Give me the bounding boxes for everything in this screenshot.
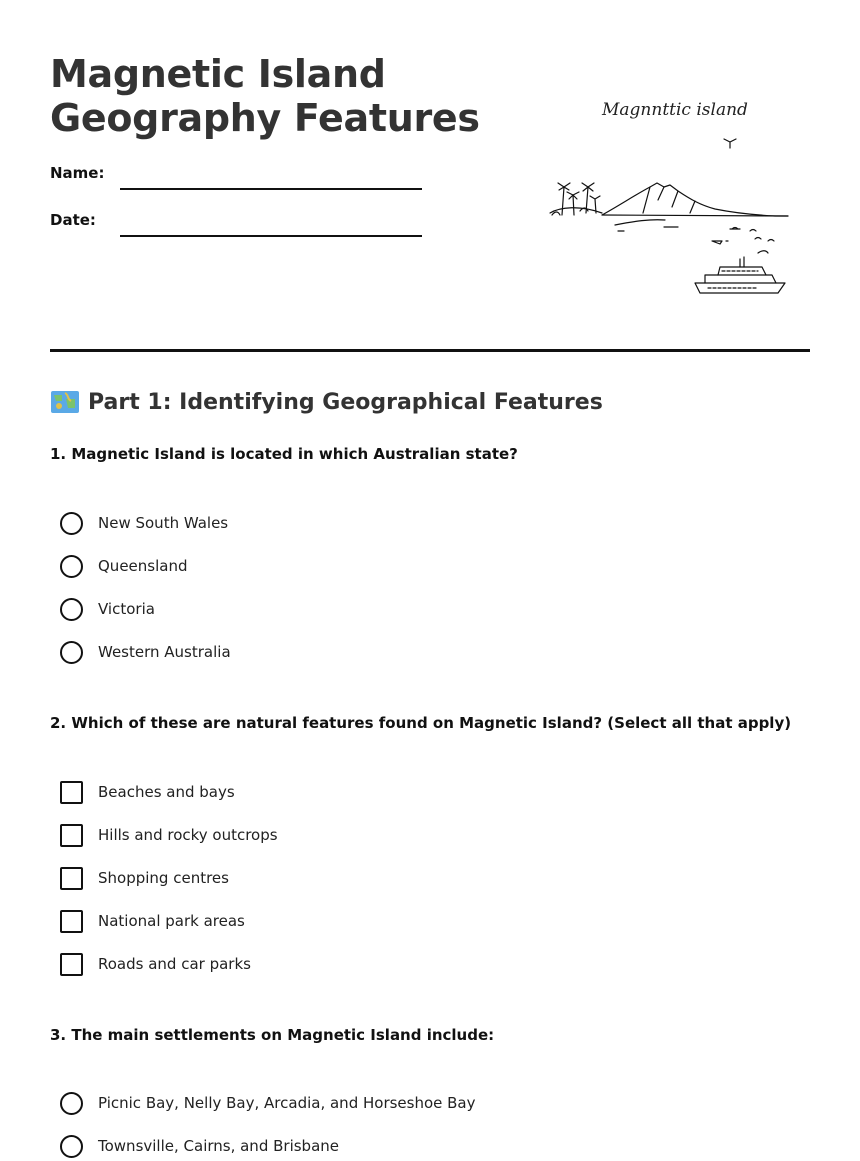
date-label: Date: — [50, 211, 96, 229]
checkbox[interactable] — [60, 953, 83, 976]
name-label: Name: — [50, 164, 105, 182]
date-field[interactable] — [50, 207, 422, 237]
option-label: Roads and car parks — [98, 955, 251, 973]
radio-button[interactable] — [60, 641, 83, 664]
section-title-text: Part 1: Identifying Geographical Features — [88, 389, 603, 415]
radio-button[interactable] — [60, 1092, 83, 1115]
question-2: 2. Which of these are natural features found on Magnetic Island? (Select all that apply) — [50, 714, 792, 732]
question-3: 3. The main settlements on Magnetic Island include: — [50, 1026, 495, 1044]
q3-option-settlements[interactable] — [60, 1090, 476, 1116]
option-label: Queensland — [98, 557, 188, 575]
q1-option-new-south-wales[interactable] — [60, 510, 228, 536]
radio-button[interactable] — [60, 512, 83, 535]
option-label: New South Wales — [98, 514, 229, 532]
name-field[interactable] — [50, 160, 422, 190]
option-label: National park areas — [98, 912, 245, 930]
option-label: Victoria — [98, 600, 155, 618]
date-input-line[interactable] — [120, 235, 422, 237]
section-heading — [50, 389, 603, 415]
option-label: Beaches and bays — [98, 783, 235, 801]
worksheet-title — [50, 52, 520, 140]
island-illustration — [540, 95, 800, 305]
radio-button[interactable] — [60, 555, 83, 578]
illustration-caption: Magnnttic island — [602, 100, 748, 120]
q1-option-queensland[interactable] — [60, 553, 187, 579]
q2-option-shopping[interactable] — [60, 865, 229, 891]
checkbox[interactable] — [60, 867, 83, 890]
option-label: Picnic Bay, Nelly Bay, Arcadia, and Horseshoe Bay — [98, 1094, 476, 1112]
title-line-1: Magnetic Island — [50, 52, 386, 96]
header-divider — [50, 349, 810, 352]
radio-button[interactable] — [60, 1135, 83, 1158]
q2-option-hills[interactable] — [60, 822, 278, 848]
option-label: Hills and rocky outcrops — [98, 826, 278, 844]
q2-option-roads[interactable] — [60, 951, 251, 977]
q1-option-victoria[interactable] — [60, 596, 155, 622]
checkbox[interactable] — [60, 781, 83, 804]
option-label: Western Australia — [98, 643, 231, 661]
option-label: Shopping centres — [98, 869, 229, 887]
q2-option-beaches[interactable] — [60, 779, 235, 805]
bird-icon — [724, 139, 736, 148]
map-icon — [50, 389, 80, 415]
option-label: Townsville, Cairns, and Brisbane — [98, 1137, 339, 1155]
name-input-line[interactable] — [120, 188, 422, 190]
title-line-2: Geography Features — [50, 96, 480, 140]
checkbox[interactable] — [60, 824, 83, 847]
radio-button[interactable] — [60, 598, 83, 621]
q1-option-western-australia[interactable] — [60, 639, 231, 665]
q2-option-national-park[interactable] — [60, 908, 245, 934]
checkbox[interactable] — [60, 910, 83, 933]
question-1: 1. Magnetic Island is located in which Australian state? — [50, 445, 518, 463]
q3-option-cities[interactable] — [60, 1133, 339, 1159]
